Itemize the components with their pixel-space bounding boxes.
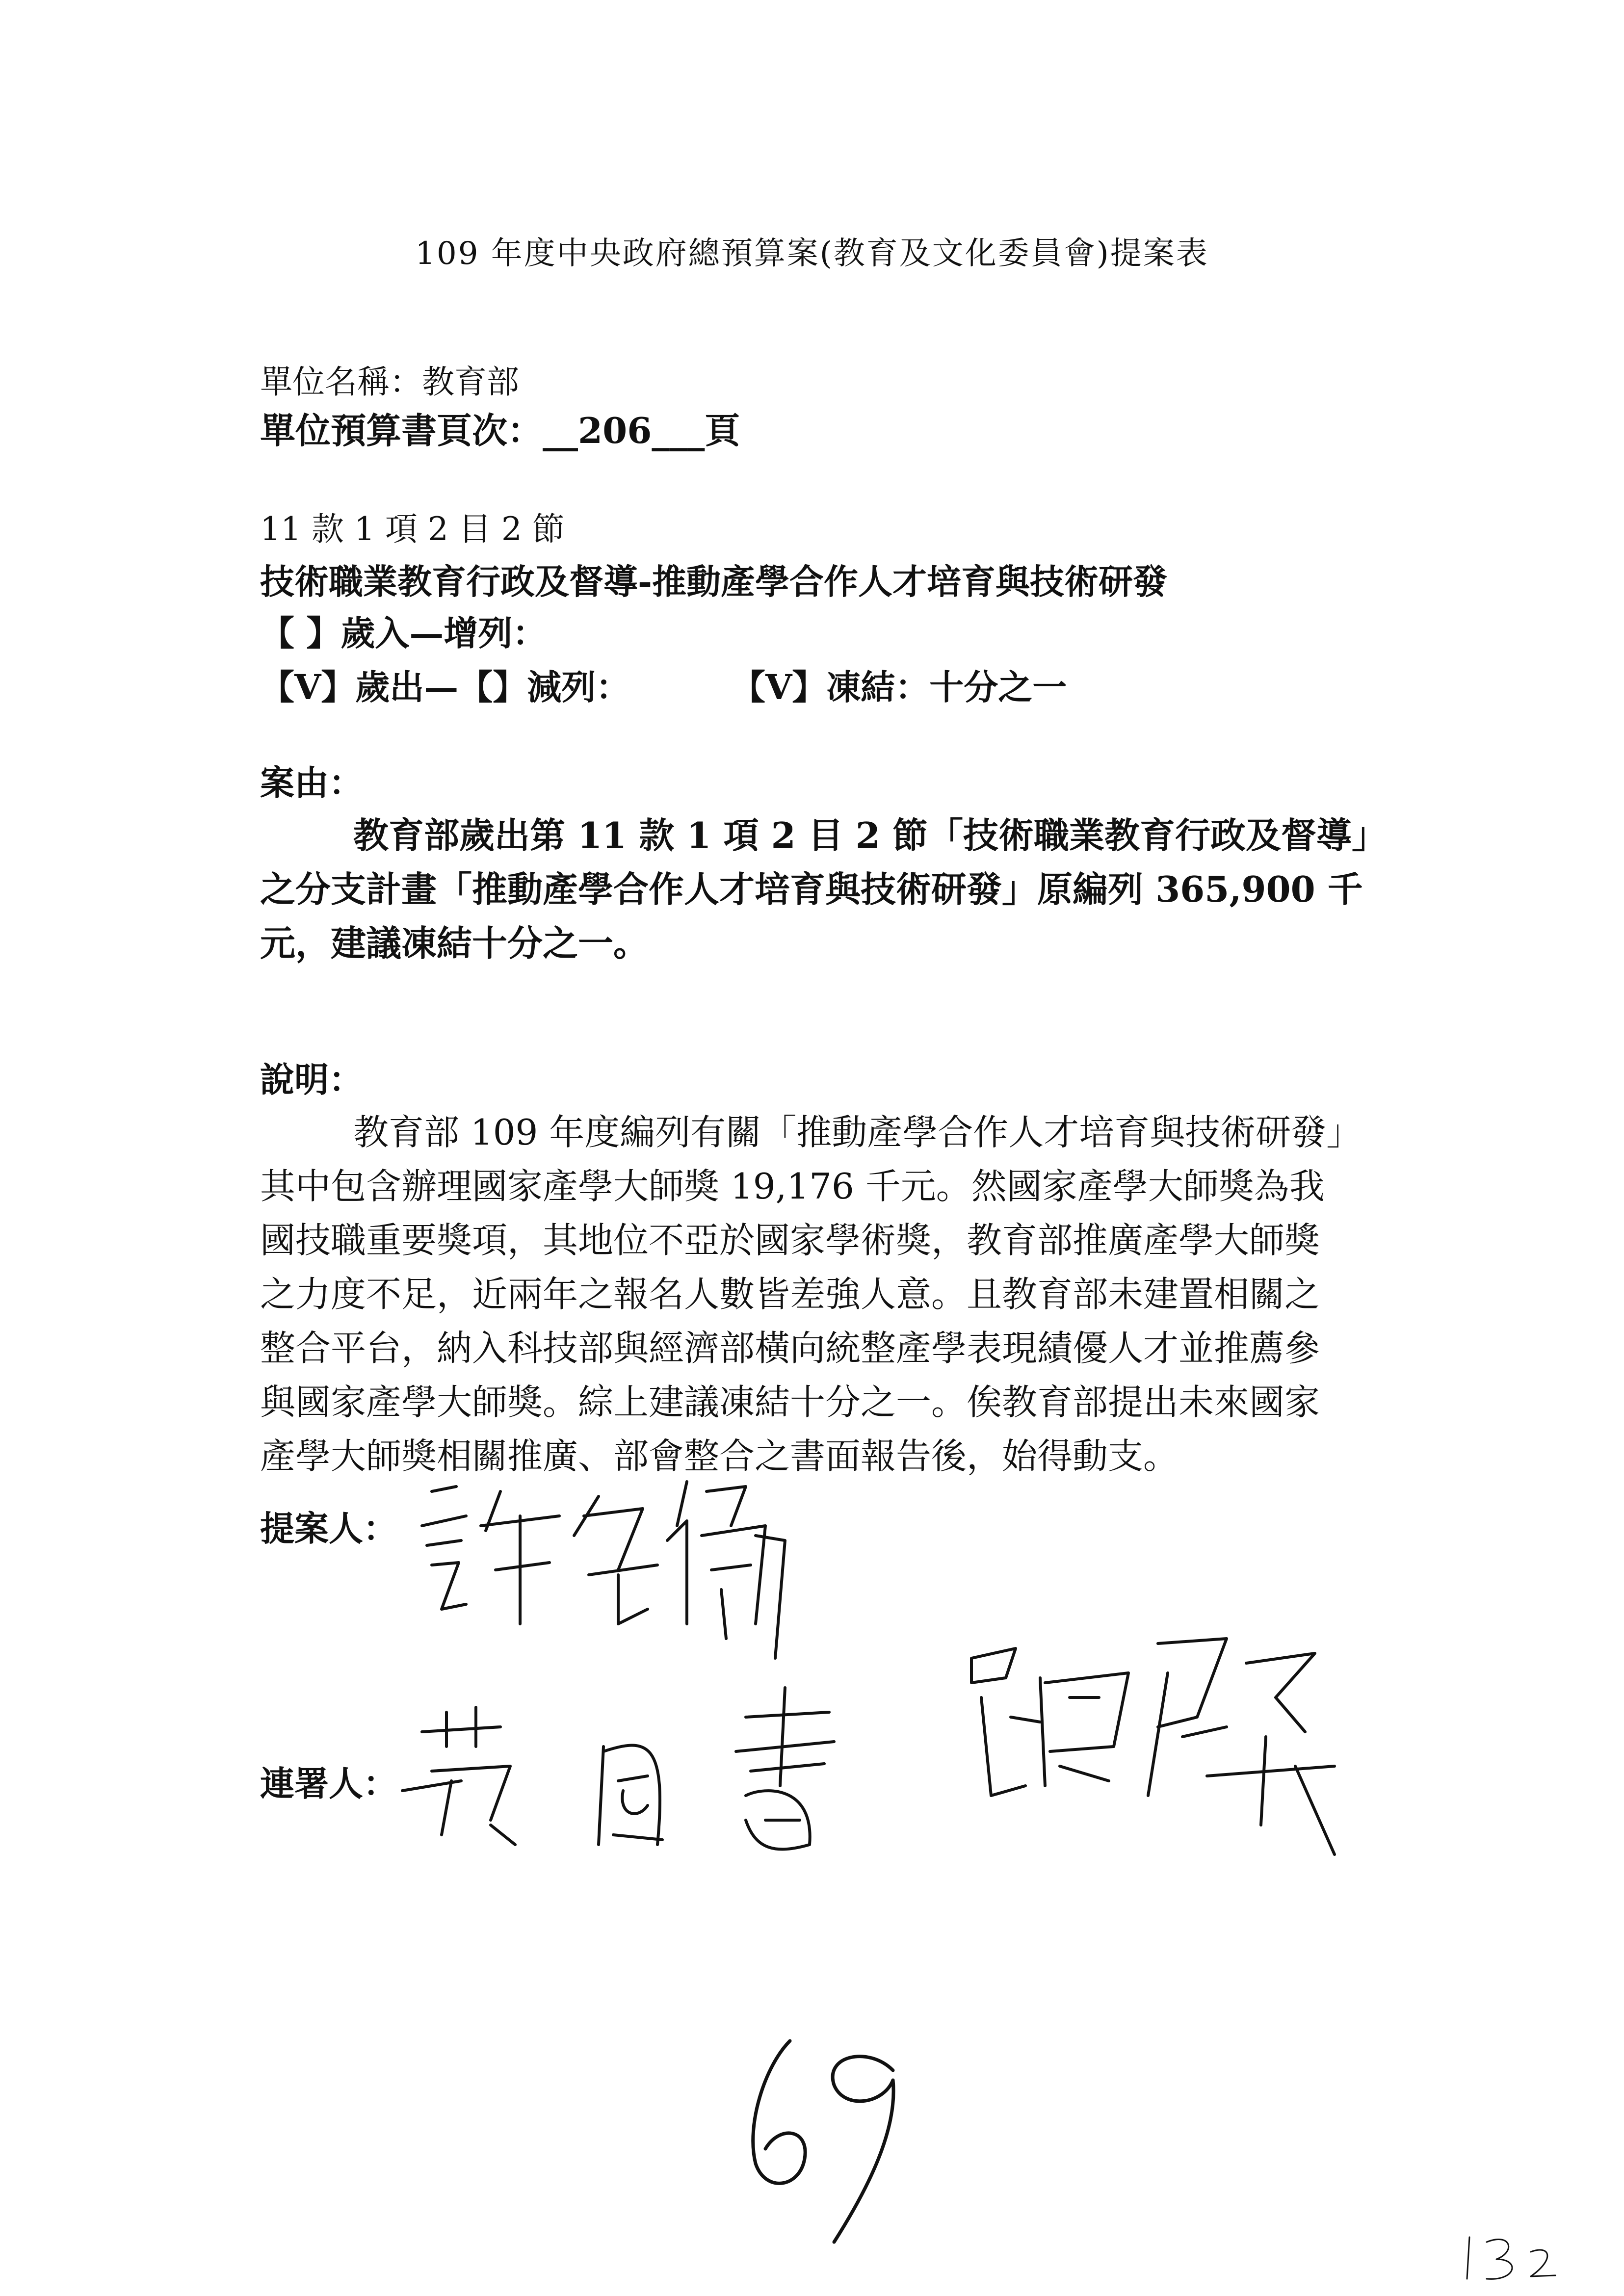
handwritten-corner-number <box>1457 2232 1580 2286</box>
expense-line: 【V】歲出—【】減列： <box>260 667 630 707</box>
explanation-line-5: 整合平台，納入科技部與經濟部橫向統整產學表現績優人才並推薦參 <box>260 1328 1320 1369</box>
program-name: 技術職業教育行政及督導-推動產學合作人才培育與技術研發 <box>260 561 1168 602</box>
explanation-heading: 說明： <box>260 1059 363 1100</box>
proposer-signature <box>412 1462 854 1688</box>
budget-page-prefix: 單位預算書頁次：__ <box>260 410 578 451</box>
explanation-line-7: 產學大師獎相關推廣、部會整合之書面報告後，始得動支。 <box>260 1435 1179 1477</box>
explanation-line-2: 其中包含辦理國家產學大師獎 19,176 千元。然國家產學大師獎為我 <box>260 1166 1325 1207</box>
explanation-line-6: 與國家產學大師獎。綜上建議凍結十分之一。俟教育部提出未來國家 <box>260 1382 1320 1423</box>
budget-page-suffix: ___頁 <box>652 410 740 451</box>
cause-heading: 案由： <box>260 762 363 803</box>
section-code: 11 款 1 項 2 目 2 節 <box>260 510 565 548</box>
freeze-line: 【V】凍結：十分之一 <box>731 667 1067 707</box>
document-title: 109 年度中央政府總預算案(教育及文化委員會)提案表 <box>415 235 1209 272</box>
budget-page-line <box>260 402 740 453</box>
proposer-label: 提案人： <box>260 1508 397 1549</box>
cosigner-signature-2 <box>952 1619 1393 1913</box>
handwritten-page-number <box>736 2026 922 2252</box>
explanation-line-4: 之力度不足，近兩年之報名人數皆差強人意。且教育部未建置相關之 <box>260 1274 1320 1315</box>
unit-name: 單位名稱：教育部 <box>260 363 519 401</box>
revenue-line: 【 】歲入—增列： <box>260 613 547 653</box>
cause-line-3: 元，建議凍結十分之一。 <box>260 922 649 964</box>
explanation-line-3: 國技職重要獎項，其地位不亞於國家學術獎，教育部推廣產學大師獎 <box>260 1220 1320 1261</box>
cause-line-2: 之分支計畫「推動產學合作人才培育與技術研發」原編列 365,900 千 <box>260 868 1363 910</box>
explanation-line-1: 教育部 109 年度編列有關「推動產學合作人才培育與技術研發」 <box>353 1112 1362 1153</box>
cosigner-signature-1 <box>393 1658 883 1884</box>
budget-page-number: 206 <box>578 410 652 451</box>
cosigner-label: 連署人： <box>260 1763 397 1804</box>
cause-line-1: 教育部歲出第 11 款 1 項 2 目 2 節「技術職業教育行政及督導」 <box>353 814 1388 856</box>
